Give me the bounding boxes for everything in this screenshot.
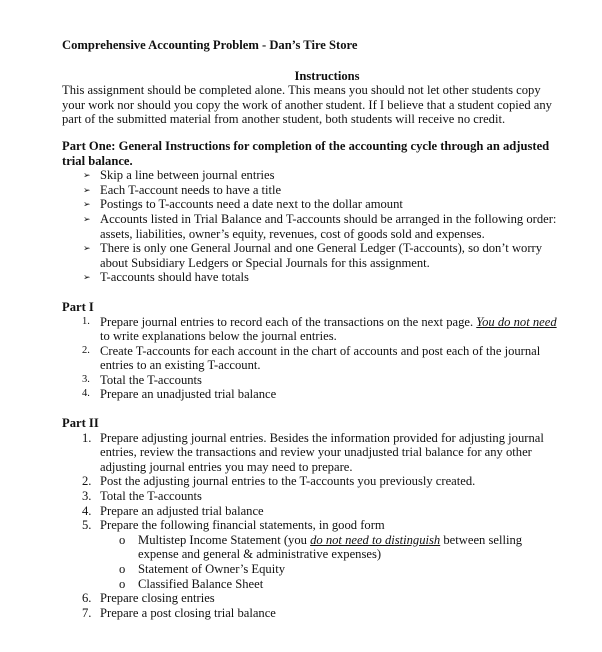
list-item [62,474,562,489]
list-item-text: Prepare journal entries to record each of the transactions on the next page. [100,314,477,329]
list-item-text: Skip a line between journal entries [100,168,275,183]
item-number: 5. [82,518,92,533]
list-item [62,168,562,183]
circle-bullet-icon: o [119,532,126,547]
arrow-bullet-icon: ➢ [83,272,91,283]
part-i-heading: Part I [62,299,94,314]
item-number: 4. [82,503,92,518]
arrow-bullet-icon: ➢ [83,184,91,195]
list-item [62,489,562,504]
list-item [62,591,562,606]
list-item [100,577,562,592]
list-item-text: Prepare the following financial statements, in good form [100,518,385,533]
list-item-text: Prepare an adjusted trial balance [100,503,264,518]
list-item-text: There is only one General Journal and one General Ledger (T-accounts), so don’t worry about Subsidiary Ledgers or Special Journals for this assignment. [100,241,543,270]
financial-statements-list [100,533,562,591]
list-item-text: Create T-accounts for each account in the chart of accounts and post each of the journal entries to an existing T-account. [100,343,541,373]
item-number: 7. [82,605,92,620]
emphasis-text: You do not need [476,314,557,329]
list-item-text: Total the T-accounts [100,489,202,504]
list-item-text: to write explanations below the journal entries. [100,329,337,344]
list-item [62,270,562,285]
list-item-text: T-accounts should have totals [100,270,249,285]
list-item-text: Total the T-accounts [100,372,202,387]
list-item [62,504,562,519]
list-item [62,315,562,344]
emphasis-text: do not need to distinguish [310,532,441,547]
instructions-heading: Instructions [294,68,360,83]
list-item [62,606,562,621]
part-ii-heading: Part II [62,416,99,431]
item-number: 4. [82,388,90,400]
list-item [62,518,562,591]
instructions-paragraph: This assignment should be completed alone. This means you should not let other students copy your work nor should you copy the work of another student. If I believe that a student copied any part of the submitted material from another student, both students will receive no credit. [62,83,552,127]
list-item-text: between selling expense and general & administrative expenses) [138,532,523,562]
item-number: 1. [82,430,92,445]
item-number: 3. [82,373,90,385]
part-one-heading: Part One: General Instructions for completion of the accounting cycle through an adjusted trial balance. [62,138,550,168]
item-number: 3. [82,489,92,504]
document-page [62,38,562,620]
list-item-text: Prepare closing entries [100,591,215,606]
item-number: 2. [82,344,90,356]
list-item-text: Classified Balance Sheet [138,576,264,591]
arrow-bullet-icon: ➢ [83,170,91,181]
list-item [62,431,562,475]
list-item-text: Each T-account needs to have a title [100,182,282,197]
item-number: 2. [82,474,92,489]
list-item-text: Multistep Income Statement (you [138,532,311,547]
item-number: 1. [82,315,90,327]
list-item [100,533,562,562]
arrow-bullet-icon: ➢ [83,243,91,254]
list-item [62,212,562,241]
arrow-bullet-icon: ➢ [83,213,91,224]
list-item [62,197,562,212]
item-number: 6. [82,591,92,606]
part-one-list [62,168,562,285]
list-item [62,373,562,388]
part-i-list [62,315,562,403]
list-item-text: Prepare a post closing trial balance [100,605,276,620]
list-item [62,344,562,373]
list-item-text: Postings to T-accounts need a date next to the dollar amount [100,197,403,212]
list-item [62,183,562,198]
list-item-text: Prepare an unadjusted trial balance [100,387,277,402]
list-item-text: Post the adjusting journal entries to the T-accounts you previously created. [100,474,476,489]
list-item [62,387,562,402]
circle-bullet-icon: o [119,576,126,591]
list-item-text: Accounts listed in Trial Balance and T-accounts should be arranged in the following order: assets, liabilities, owner’s equity, revenues, cost of goods sold and expenses. [100,211,557,241]
arrow-bullet-icon: ➢ [83,199,91,210]
list-item-text: Statement of Owner’s Equity [138,562,286,576]
list-item [100,562,562,577]
part-ii-list [62,431,562,621]
circle-bullet-icon: o [119,562,126,576]
document-title: Comprehensive Accounting Problem - Dan’s Tire Store [62,38,358,52]
list-item [62,241,562,270]
list-item-text: Prepare adjusting journal entries. Besides the information provided for adjusting journal entries, review the transactions and review your unadjusted trial balance for any other adjusting journal entries you may need to prepare. [100,430,544,474]
